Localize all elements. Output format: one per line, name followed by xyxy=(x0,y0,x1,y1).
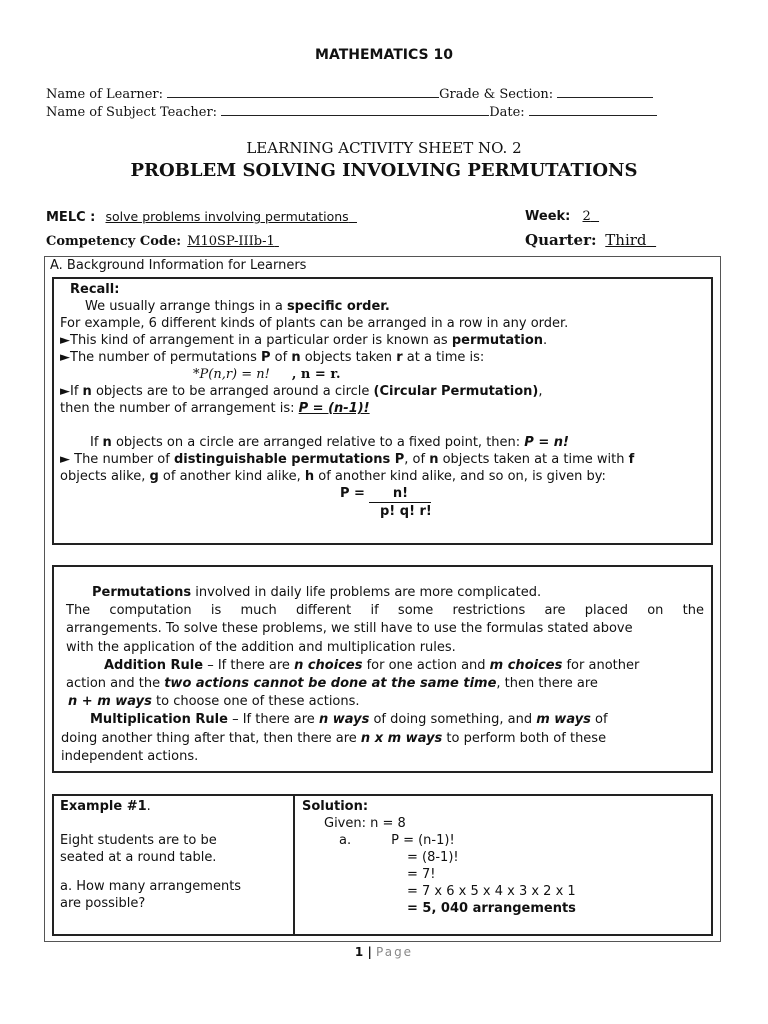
section-a-heading: A. Background Information for Learners xyxy=(50,258,307,273)
quarter-label: Quarter: xyxy=(525,231,597,249)
grade-section-blank[interactable] xyxy=(557,85,653,98)
competency-label: Competency Code: xyxy=(46,234,182,249)
distinguishable-formula: P = n! xyxy=(60,485,705,503)
rules-line-4: with the application of the addition and multiplication rules. xyxy=(66,639,456,655)
page-word: Page xyxy=(376,945,414,959)
name-learner-blank[interactable] xyxy=(167,85,439,98)
quarter-row xyxy=(525,231,656,249)
learner-line xyxy=(46,85,653,102)
example-q4: are possible? xyxy=(60,896,146,911)
recall-line-7: If n objects on a circle are arranged relative to a fixed point, then: P = n! xyxy=(90,435,569,450)
date-label: Date: xyxy=(489,105,525,120)
rules-line-2: The computation is much different if some restrictions are placed on the xyxy=(66,603,704,619)
solution-step-4: = 7 x 6 x 5 x 4 x 3 x 2 x 1 xyxy=(407,884,576,899)
competency-row xyxy=(46,234,279,249)
recall-line-5: ►If n objects are to be arranged around a circle (Circular Permutation), xyxy=(60,384,543,399)
addition-rule: Addition Rule – If there are n choices for one action and m choices for another xyxy=(104,657,640,673)
page-number: 1 xyxy=(354,945,364,959)
name-teacher-label: Name of Subject Teacher: xyxy=(46,105,218,120)
grade-section-label: Grade & Section: xyxy=(439,87,554,102)
solution-title: Solution: xyxy=(302,799,369,814)
multiplication-rule-3: independent actions. xyxy=(61,748,199,764)
example-question xyxy=(60,798,288,912)
example-divider xyxy=(293,794,295,936)
solution-step-a: a. P = (n-1)! xyxy=(339,833,455,848)
addition-rule-3: n + m ways to choose one of these actions. xyxy=(68,694,360,710)
recall-line-9: objects alike, g of another kind alike, h of another kind alike, and so on, is given by: xyxy=(60,469,606,484)
teacher-line xyxy=(46,103,657,120)
week-label: Week: xyxy=(525,209,571,224)
rules-content xyxy=(61,584,704,766)
recall-line-4: ►The number of permutations P of n objects taken r at a time is: xyxy=(60,350,485,365)
example-title: Example #1. xyxy=(60,799,151,814)
sheet-number: LEARNING ACTIVITY SHEET NO. 2 xyxy=(246,139,522,157)
solution-answer: = 5, 040 arrangements xyxy=(407,901,576,916)
competency-value: M10SP-IIIb-1 xyxy=(187,234,275,249)
main-title: PROBLEM SOLVING INVOLVING PERMUTATIONS xyxy=(130,160,638,181)
multiplication-rule: Multiplication Rule – If there are n ways of doing something, and m ways of xyxy=(90,712,608,728)
melc-row xyxy=(46,209,357,225)
rules-line-1: Permutations involved in daily life problems are more complicated. xyxy=(92,585,542,600)
example-solution xyxy=(302,798,702,917)
week-value: 2 xyxy=(582,209,591,224)
addition-rule-2: action and the two actions cannot be done at the same time, then there are xyxy=(66,676,598,692)
solution-step-3: = 7! xyxy=(407,867,436,882)
recall-line-2: For example, 6 different kinds of plants can be arranged in a row in any order. xyxy=(60,316,569,331)
recall-line-6: then the number of arrangement is: P = (n-1)! xyxy=(60,401,370,416)
solution-step-2: = (8-1)! xyxy=(407,850,459,865)
page-footer xyxy=(0,945,768,959)
page-separator: | xyxy=(363,945,377,959)
multiplication-rule-2: doing another thing after that, then there are n x m ways to perform both of these xyxy=(61,730,607,746)
date-blank[interactable] xyxy=(529,103,657,116)
rules-line-3: arrangements. To solve these problems, we still have to use the formulas stated above xyxy=(66,621,633,637)
example-q3: a. How many arrangements xyxy=(60,879,242,894)
name-teacher-blank[interactable] xyxy=(221,103,489,116)
recall-line-8: ► The number of distinguishable permutations P, of n objects taken at a time with f xyxy=(60,452,635,467)
recall-line-3: ►This kind of arrangement in a particular order is known as permutation. xyxy=(60,333,548,348)
permutation-formula: *P(n,r) = n! , n = r. xyxy=(193,367,341,382)
melc-label: MELC : xyxy=(46,210,96,225)
solution-given: Given: n = 8 xyxy=(324,816,406,831)
name-learner-label: Name of Learner: xyxy=(46,87,163,102)
recall-content xyxy=(60,281,705,520)
recall-line-1: We usually arrange things in a specific order. xyxy=(85,299,390,314)
distinguishable-denominator: p! q! r! xyxy=(380,504,432,519)
quarter-value: Third xyxy=(605,231,647,249)
subject-title: MATHEMATICS 10 xyxy=(315,47,453,63)
example-q2: seated at a round table. xyxy=(60,850,217,865)
week-row xyxy=(525,209,599,224)
example-q1: Eight students are to be xyxy=(60,833,217,848)
recall-title: Recall: xyxy=(70,282,120,297)
melc-value: solve problems involving permutations xyxy=(105,209,349,224)
